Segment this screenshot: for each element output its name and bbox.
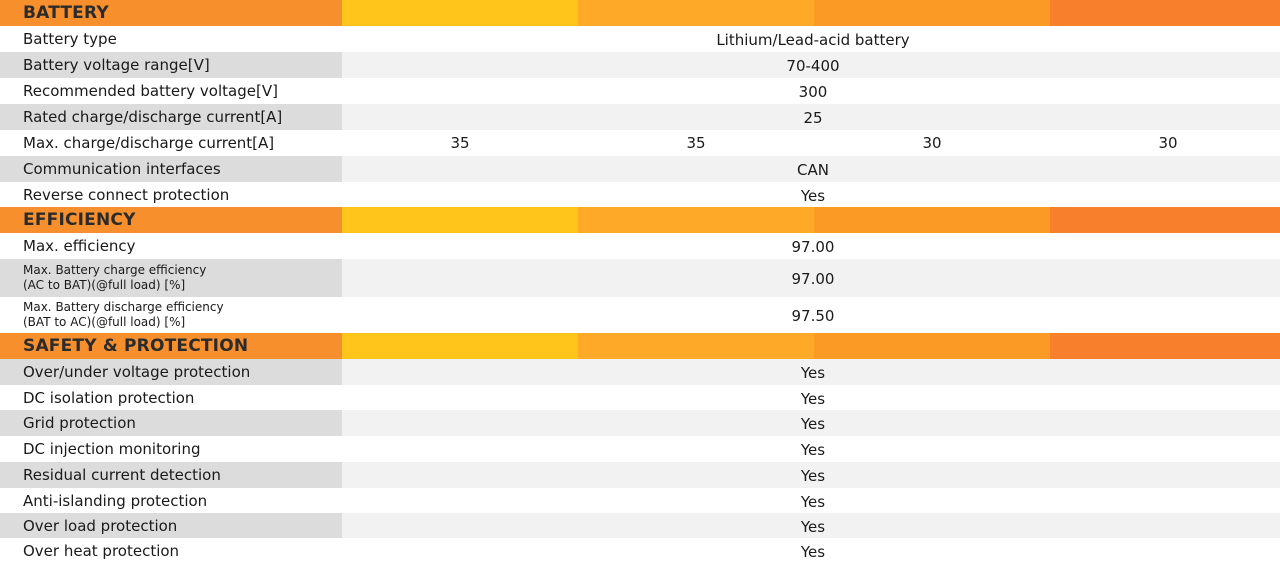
row-value: Lithium/Lead-acid battery xyxy=(716,31,910,49)
row-value: Yes xyxy=(800,389,826,408)
row-value-model-4: 30 xyxy=(1158,134,1178,152)
table-row xyxy=(0,410,1280,436)
row-label: Communication interfaces xyxy=(0,156,342,182)
row-value: Yes xyxy=(800,492,826,511)
row-value: 97.00 xyxy=(791,270,835,288)
row-label: Battery voltage range[V] xyxy=(0,52,342,78)
table-row xyxy=(0,104,1280,130)
table-row xyxy=(0,156,1280,182)
row-value: Yes xyxy=(800,186,826,205)
row-value: 70-400 xyxy=(786,57,840,75)
table-row xyxy=(0,488,1280,513)
row-value: 97.50 xyxy=(791,307,835,325)
row-value: 300 xyxy=(798,83,828,101)
row-label: Grid protection xyxy=(0,410,342,436)
table-row xyxy=(0,26,1280,52)
row-label: Reverse connect protection xyxy=(23,185,230,204)
row-label xyxy=(0,297,342,333)
row-value: 97.00 xyxy=(791,238,835,256)
row-label-line-2: (BAT to AC)(@full load) [%] xyxy=(23,315,186,329)
row-label: DC injection monitoring xyxy=(23,440,201,458)
table-row xyxy=(0,359,1280,385)
row-label-line-1: Max. Battery charge efficiency xyxy=(23,263,207,277)
table-row xyxy=(0,52,1280,78)
row-label: Battery type xyxy=(23,30,117,48)
row-value: Yes xyxy=(800,517,826,536)
row-value: CAN xyxy=(797,161,829,179)
row-label: Rated charge/discharge current[A] xyxy=(0,104,342,130)
section-title: SAFETY & PROTECTION xyxy=(23,336,249,356)
row-value: Yes xyxy=(800,543,826,561)
section-header-safety xyxy=(0,333,1280,359)
row-label-line-2: (AC to BAT)(@full load) [%] xyxy=(23,278,186,292)
row-label: Anti-islanding protection xyxy=(23,491,208,510)
row-label: Max. charge/discharge current[A] xyxy=(23,134,275,152)
row-value-model-3: 30 xyxy=(922,134,942,152)
row-label-line-1: Max. Battery discharge efficiency xyxy=(23,300,224,314)
row-label: Residual current detection xyxy=(0,462,342,488)
table-row xyxy=(0,130,1280,156)
table-row xyxy=(0,462,1280,488)
row-label: Max. efficiency xyxy=(23,237,136,255)
section-header-battery xyxy=(0,0,1280,26)
row-label: Over heat protection xyxy=(23,542,180,560)
table-row xyxy=(0,259,1280,297)
table-row xyxy=(0,436,1280,462)
row-label: Over/under voltage protection xyxy=(0,359,342,385)
table-row xyxy=(0,233,1280,259)
section-title: EFFICIENCY xyxy=(23,210,136,230)
table-row xyxy=(0,297,1280,333)
table-row xyxy=(0,513,1280,538)
section-title: BATTERY xyxy=(23,3,109,23)
table-row xyxy=(0,385,1280,410)
row-label: DC isolation protection xyxy=(23,388,195,407)
table-row xyxy=(0,182,1280,207)
row-value: Yes xyxy=(800,441,826,459)
row-value: 25 xyxy=(803,109,823,127)
table-row xyxy=(0,538,1280,564)
row-value-model-1: 35 xyxy=(450,134,470,152)
row-label: Over load protection xyxy=(0,513,342,538)
row-label xyxy=(0,259,342,297)
row-value: Yes xyxy=(800,415,826,433)
row-value: Yes xyxy=(800,467,826,485)
table-row xyxy=(0,78,1280,104)
row-value-model-2: 35 xyxy=(686,134,706,152)
section-header-efficiency xyxy=(0,207,1280,233)
row-label: Recommended battery voltage[V] xyxy=(23,82,278,100)
row-value: Yes xyxy=(800,364,826,382)
